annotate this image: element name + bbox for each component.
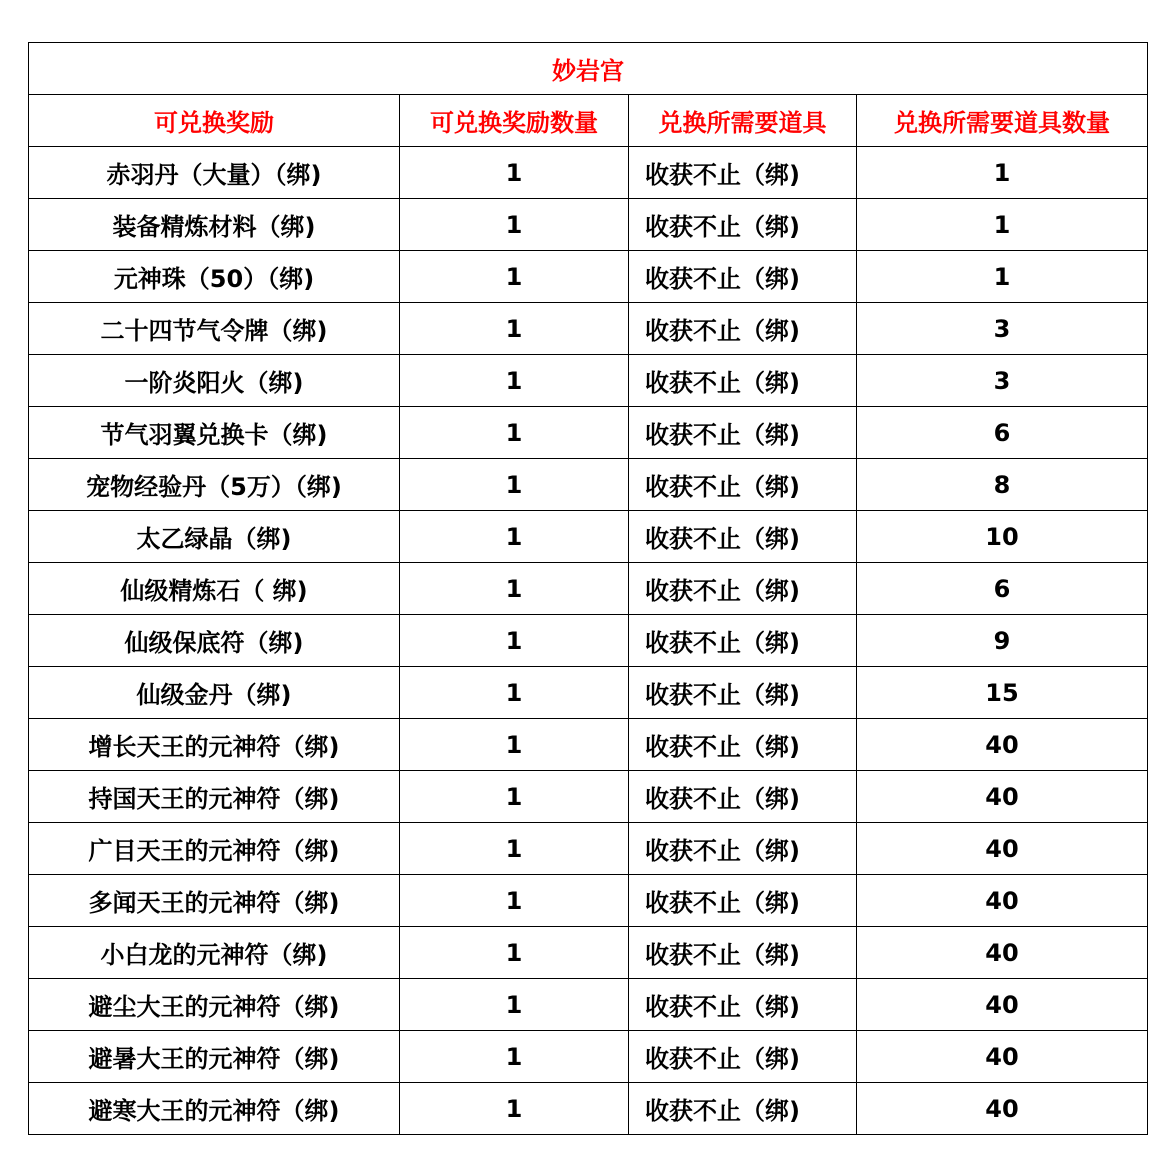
- required-quantity-cell: 40: [857, 1031, 1148, 1083]
- reward-quantity-cell: 1: [400, 251, 629, 303]
- table-row: [29, 979, 1148, 1031]
- required-quantity-cell: 1: [857, 199, 1148, 251]
- table-row: [29, 511, 1148, 563]
- reward-quantity-cell: 1: [400, 771, 629, 823]
- required-quantity-cell: 40: [857, 1083, 1148, 1135]
- required-quantity-cell: 40: [857, 927, 1148, 979]
- required-item-cell: 收获不止（绑): [629, 771, 857, 823]
- required-quantity-cell: 3: [857, 355, 1148, 407]
- table-row: [29, 199, 1148, 251]
- reward-cell: 增长天王的元神符（绑): [29, 719, 400, 771]
- table-row: [29, 459, 1148, 511]
- required-quantity-cell: 6: [857, 407, 1148, 459]
- column-header-required-quantity: 兑换所需要道具数量: [857, 95, 1148, 147]
- table-row: [29, 251, 1148, 303]
- reward-quantity-cell: 1: [400, 667, 629, 719]
- table-row: [29, 1031, 1148, 1083]
- reward-cell: 持国天王的元神符（绑): [29, 771, 400, 823]
- required-item-cell: 收获不止（绑): [629, 875, 857, 927]
- reward-quantity-cell: 1: [400, 1083, 629, 1135]
- reward-quantity-cell: 1: [400, 147, 629, 199]
- table-row: [29, 355, 1148, 407]
- reward-cell: 太乙绿晶（绑): [29, 511, 400, 563]
- required-item-cell: 收获不止（绑): [629, 355, 857, 407]
- reward-cell: 仙级保底符（绑): [29, 615, 400, 667]
- table-row: [29, 719, 1148, 771]
- required-quantity-cell: 1: [857, 251, 1148, 303]
- header-row: [29, 95, 1148, 147]
- table-row: [29, 147, 1148, 199]
- required-quantity-cell: 40: [857, 823, 1148, 875]
- table-row: [29, 667, 1148, 719]
- table-row: [29, 615, 1148, 667]
- table-title: 妙岩宫: [29, 43, 1148, 95]
- reward-quantity-cell: 1: [400, 511, 629, 563]
- reward-quantity-cell: 1: [400, 563, 629, 615]
- reward-cell: 二十四节气令牌（绑): [29, 303, 400, 355]
- required-item-cell: 收获不止（绑): [629, 667, 857, 719]
- reward-quantity-cell: 1: [400, 875, 629, 927]
- required-quantity-cell: 6: [857, 563, 1148, 615]
- reward-cell: 广目天王的元神符（绑): [29, 823, 400, 875]
- reward-quantity-cell: 1: [400, 459, 629, 511]
- required-quantity-cell: 1: [857, 147, 1148, 199]
- reward-cell: 避寒大王的元神符（绑): [29, 1083, 400, 1135]
- required-item-cell: 收获不止（绑): [629, 979, 857, 1031]
- reward-cell: 装备精炼材料（绑): [29, 199, 400, 251]
- required-quantity-cell: 10: [857, 511, 1148, 563]
- reward-cell: 小白龙的元神符（绑): [29, 927, 400, 979]
- required-item-cell: 收获不止（绑): [629, 823, 857, 875]
- required-item-cell: 收获不止（绑): [629, 1083, 857, 1135]
- exchange-table: [28, 42, 1148, 1135]
- required-quantity-cell: 40: [857, 875, 1148, 927]
- title-row: [29, 43, 1148, 95]
- reward-cell: 仙级精炼石（ 绑): [29, 563, 400, 615]
- column-header-reward: 可兑换奖励: [29, 95, 400, 147]
- reward-quantity-cell: 1: [400, 927, 629, 979]
- reward-quantity-cell: 1: [400, 303, 629, 355]
- required-item-cell: 收获不止（绑): [629, 1031, 857, 1083]
- column-header-reward-quantity: 可兑换奖励数量: [400, 95, 629, 147]
- required-item-cell: 收获不止（绑): [629, 407, 857, 459]
- reward-quantity-cell: 1: [400, 823, 629, 875]
- required-quantity-cell: 40: [857, 979, 1148, 1031]
- required-item-cell: 收获不止（绑): [629, 303, 857, 355]
- reward-cell: 节气羽翼兑换卡（绑): [29, 407, 400, 459]
- required-quantity-cell: 40: [857, 719, 1148, 771]
- reward-quantity-cell: 1: [400, 1031, 629, 1083]
- reward-cell: 一阶炎阳火（绑): [29, 355, 400, 407]
- reward-cell: 避尘大王的元神符（绑): [29, 979, 400, 1031]
- required-item-cell: 收获不止（绑): [629, 459, 857, 511]
- reward-quantity-cell: 1: [400, 719, 629, 771]
- table-body: [29, 43, 1148, 1135]
- reward-cell: 赤羽丹（大量）（绑): [29, 147, 400, 199]
- required-quantity-cell: 40: [857, 771, 1148, 823]
- reward-cell: 多闻天王的元神符（绑): [29, 875, 400, 927]
- required-item-cell: 收获不止（绑): [629, 719, 857, 771]
- column-header-required-item: 兑换所需要道具: [629, 95, 857, 147]
- required-item-cell: 收获不止（绑): [629, 147, 857, 199]
- required-quantity-cell: 3: [857, 303, 1148, 355]
- reward-cell: 仙级金丹（绑): [29, 667, 400, 719]
- required-item-cell: 收获不止（绑): [629, 563, 857, 615]
- required-item-cell: 收获不止（绑): [629, 511, 857, 563]
- required-item-cell: 收获不止（绑): [629, 927, 857, 979]
- reward-quantity-cell: 1: [400, 979, 629, 1031]
- table-row: [29, 875, 1148, 927]
- reward-quantity-cell: 1: [400, 199, 629, 251]
- reward-cell: 元神珠（50）（绑): [29, 251, 400, 303]
- required-item-cell: 收获不止（绑): [629, 615, 857, 667]
- table-row: [29, 407, 1148, 459]
- reward-quantity-cell: 1: [400, 615, 629, 667]
- table-row: [29, 303, 1148, 355]
- table-row: [29, 927, 1148, 979]
- required-quantity-cell: 9: [857, 615, 1148, 667]
- table-row: [29, 771, 1148, 823]
- reward-quantity-cell: 1: [400, 407, 629, 459]
- reward-cell: 避暑大王的元神符（绑): [29, 1031, 400, 1083]
- table-row: [29, 823, 1148, 875]
- reward-cell: 宠物经验丹（5万）（绑): [29, 459, 400, 511]
- table-row: [29, 563, 1148, 615]
- reward-quantity-cell: 1: [400, 355, 629, 407]
- required-item-cell: 收获不止（绑): [629, 251, 857, 303]
- table-row: [29, 1083, 1148, 1135]
- required-item-cell: 收获不止（绑): [629, 199, 857, 251]
- required-quantity-cell: 8: [857, 459, 1148, 511]
- required-quantity-cell: 15: [857, 667, 1148, 719]
